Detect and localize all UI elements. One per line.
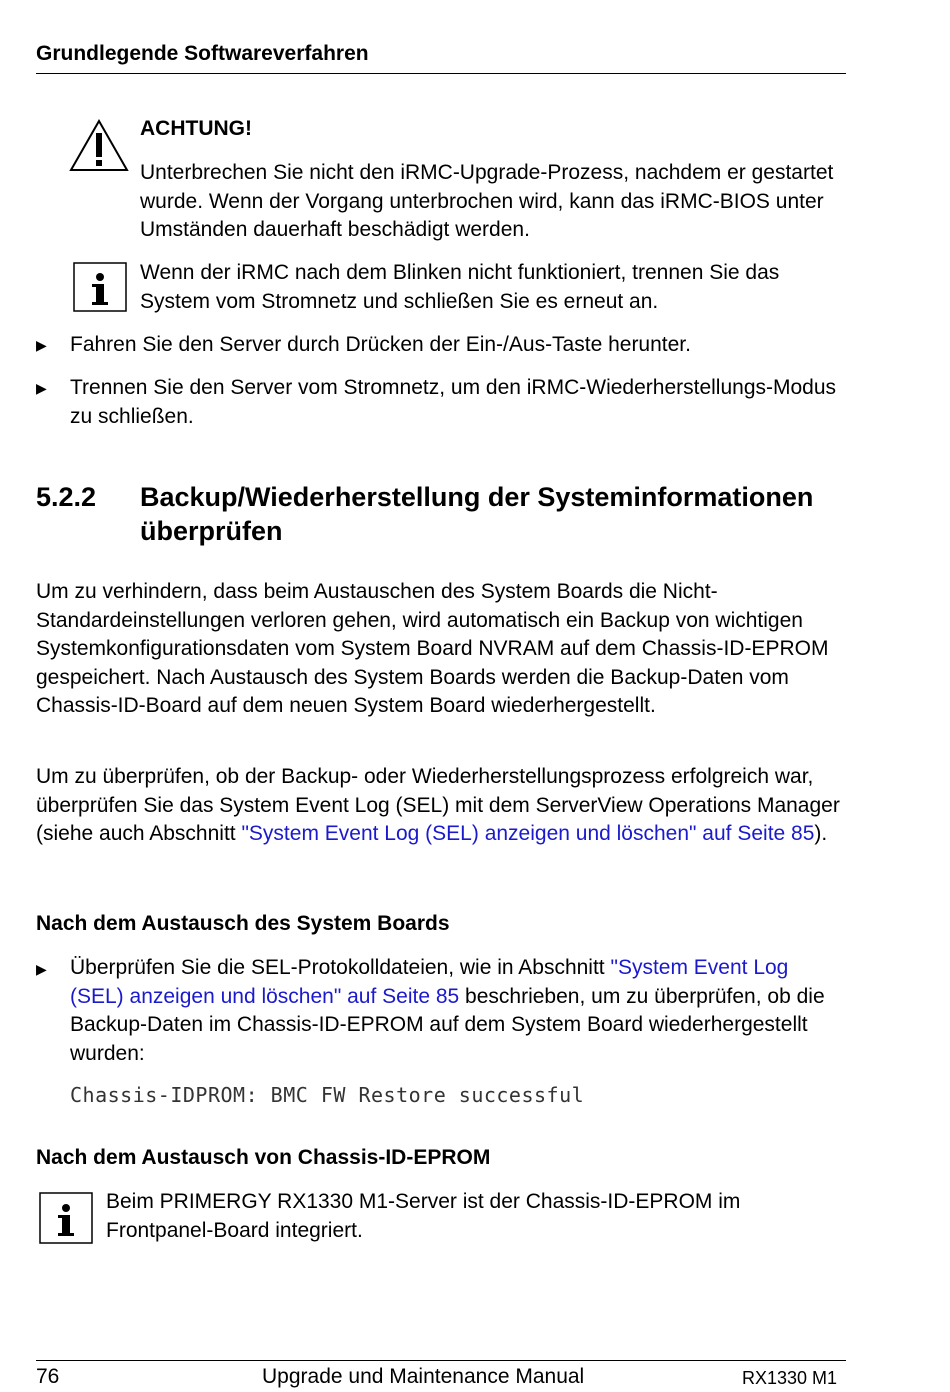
step-item: Trennen Sie den Server vom Stromnetz, um den iRMC-Wiederherstellungs-Modus zu schließen. (70, 376, 837, 428)
bullet-arrow-icon: ▶ (36, 380, 47, 396)
running-header: Grundlegende Softwareverfahren (36, 42, 369, 65)
model-name: RX1330 M1 (742, 1368, 838, 1388)
bullet-arrow-icon: ▶ (36, 961, 47, 977)
cross-reference-link[interactable]: "System Event Log (SEL) anzeigen und löschen" auf Seite 85 (70, 956, 789, 1008)
console-output: Chassis-IDPROM: BMC FW Restore successful (70, 1083, 585, 1107)
paragraph: Um zu verhindern, dass beim Austauschen des System Boards die Nicht-Standardeinstellungen verloren gehen, wird automatisch ein Backup von wichtigen Systemkonfigurationsdaten vom System Board NVRAM auf dem Chassis-ID-EPROM gespeichert. Nach Austausch des System Boards werden die Backup-Daten vom Chassis-ID-Board auf dem neuen System Board wiederhergestellt. (36, 580, 829, 717)
info-icon (39, 1192, 93, 1244)
step-item: Fahren Sie den Server durch Drücken der Ein-/Aus-Taste herunter. (70, 333, 691, 356)
info-text: Beim PRIMERGY RX1330 M1-Server ist der Chassis-ID-EPROM im Frontpanel-Board integriert. (106, 1190, 741, 1242)
manual-title: Upgrade und Maintenance Manual (262, 1365, 585, 1388)
paragraph (36, 763, 846, 849)
subsection-heading: Nach dem Austausch von Chassis-ID-EPROM (36, 1146, 491, 1169)
step-item (70, 954, 840, 1068)
section-number: 5.2.2 (36, 482, 97, 512)
cross-reference-link[interactable]: "System Event Log (SEL) anzeigen und löschen" auf Seite 85 (241, 822, 815, 845)
paragraph-text: ). (814, 822, 828, 845)
info-icon (73, 262, 127, 312)
warning-text: Unterbrechen Sie nicht den iRMC-Upgrade-Prozess, nachdem er gestartet wurde. Wenn der Vorgang unterbrochen wird, kann das iRMC-BIOS unter Umständen dauerhaft beschädigt werden. (140, 161, 834, 241)
page-number: 76 (36, 1365, 60, 1388)
warning-icon (68, 118, 130, 174)
warning-title: ACHTUNG! (140, 117, 252, 140)
section-title: Backup/Wiederherstellung der Systeminformationen überprüfen (140, 482, 814, 546)
step-text: Überprüfen Sie die SEL-Protokolldateien, wie in Abschnitt (70, 956, 611, 979)
step-text: beschrieben, um zu überprüfen, ob die Backup-Daten im Chassis-ID-EPROM auf dem System Board wiederhergestellt wurden: (70, 984, 825, 1065)
bullet-arrow-icon: ▶ (36, 337, 47, 353)
header-divider (36, 73, 846, 74)
paragraph-text: Um zu überprüfen, ob der Backup- oder Wiederherstellungsprozess erfolgreich war, überprüfen Sie das System Event Log (SEL) mit dem ServerView Operations Manager (siehe auch Abschnitt (36, 765, 840, 845)
subsection-heading: Nach dem Austausch des System Boards (36, 912, 450, 935)
footer-divider (36, 1360, 846, 1361)
info-text: Wenn der iRMC nach dem Blinken nicht funktioniert, trennen Sie das System vom Stromnetz und schließen Sie es erneut an. (140, 261, 780, 313)
